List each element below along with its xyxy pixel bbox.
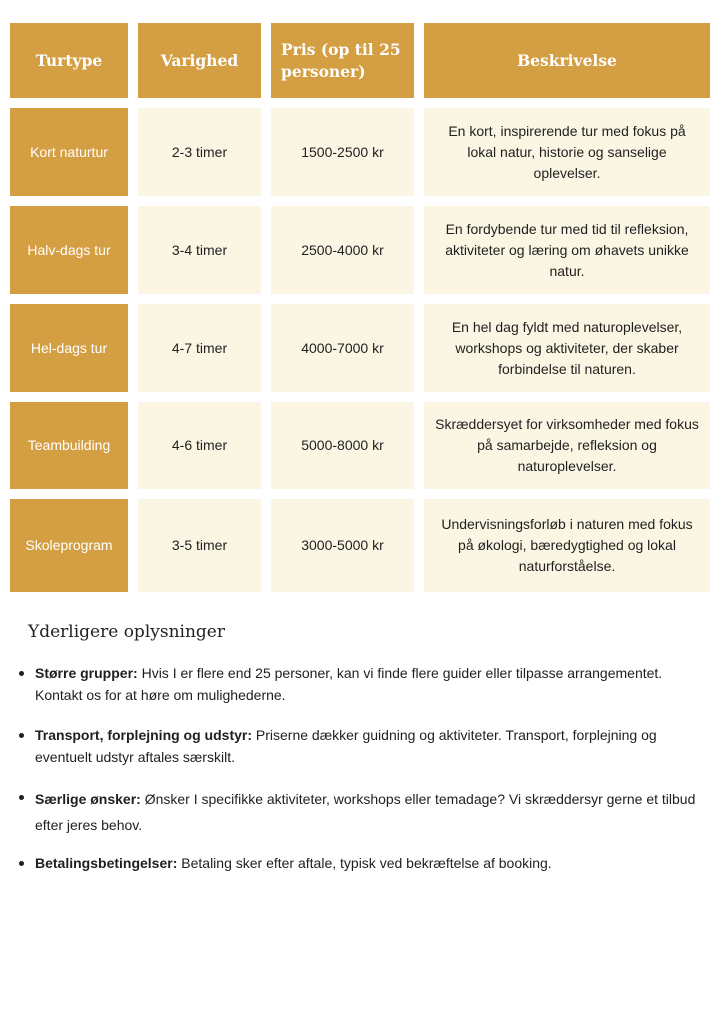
info-item-text: Priserne dækker guidning og aktiviteter. Transport, forplejning og eventuelt udstyr aftales særskilt. [35,727,657,765]
info-item-label: Særlige ønsker: [35,791,141,807]
row-5-price: 3000-5000 kr [271,499,414,592]
info-item-text: Ønsker I specifikke aktiviteter, workshops eller temadage? Vi skræddersyr gerne et tilbud efter jeres behov. [35,791,696,833]
info-item-label: Betalingsbetingelser: [35,855,178,871]
info-item-label: Transport, forplejning og udstyr: [35,727,252,743]
info-item-text: Hvis I er flere end 25 personer, kan vi finde flere guider eller tilpasse arrangementet. Kontakt os for at høre om mulighederne. [35,665,663,703]
info-item-groups [0,662,710,706]
row-3-description: En hel dag fyldt med naturoplevelser, workshops og aktiviteter, der skaber forbindelse til naturen. [424,304,710,392]
info-item-wishes [0,786,710,838]
header-beskrivelse: Beskrivelse [424,23,710,98]
info-item-label: Større grupper: [35,665,138,681]
row-3-duration: 4-7 timer [138,304,261,392]
row-4-duration: 4-6 timer [138,402,261,489]
info-list [0,662,710,892]
row-5-duration: 3-5 timer [138,499,261,592]
info-item-text: Betaling sker efter aftale, typisk ved bekræftelse af booking. [177,855,552,871]
row-3-price: 4000-7000 kr [271,304,414,392]
header-turtype: Turtype [10,23,128,98]
info-item-payment [0,852,710,874]
row-3-type: Hel-dags tur [10,304,128,392]
row-4-type: Teambuilding [10,402,128,489]
info-heading: Yderligere oplysninger [28,622,225,642]
row-1-price: 1500-2500 kr [271,108,414,196]
row-1-description: En kort, inspirerende tur med fokus på lokal natur, historie og sanselige oplevelser. [424,108,710,196]
row-2-price: 2500-4000 kr [271,206,414,294]
row-1-duration: 2-3 timer [138,108,261,196]
row-4-description: Skræddersyet for virksomheder med fokus på samarbejde, refleksion og naturoplevelser. [424,402,710,489]
header-varighed: Varighed [138,23,261,98]
header-pris: Pris (op til 25 personer) [271,23,414,98]
row-2-type: Halv-dags tur [10,206,128,294]
row-5-description: Undervisningsforløb i naturen med fokus på økologi, bæredygtighed og lokal naturforståelse. [424,499,710,592]
info-item-transport [0,724,710,768]
row-2-duration: 3-4 timer [138,206,261,294]
row-2-description: En fordybende tur med tid til refleksion, aktiviteter og læring om øhavets unikke natur. [424,206,710,294]
row-5-type: Skoleprogram [10,499,128,592]
price-table [10,23,710,592]
row-1-type: Kort naturtur [10,108,128,196]
row-4-price: 5000-8000 kr [271,402,414,489]
